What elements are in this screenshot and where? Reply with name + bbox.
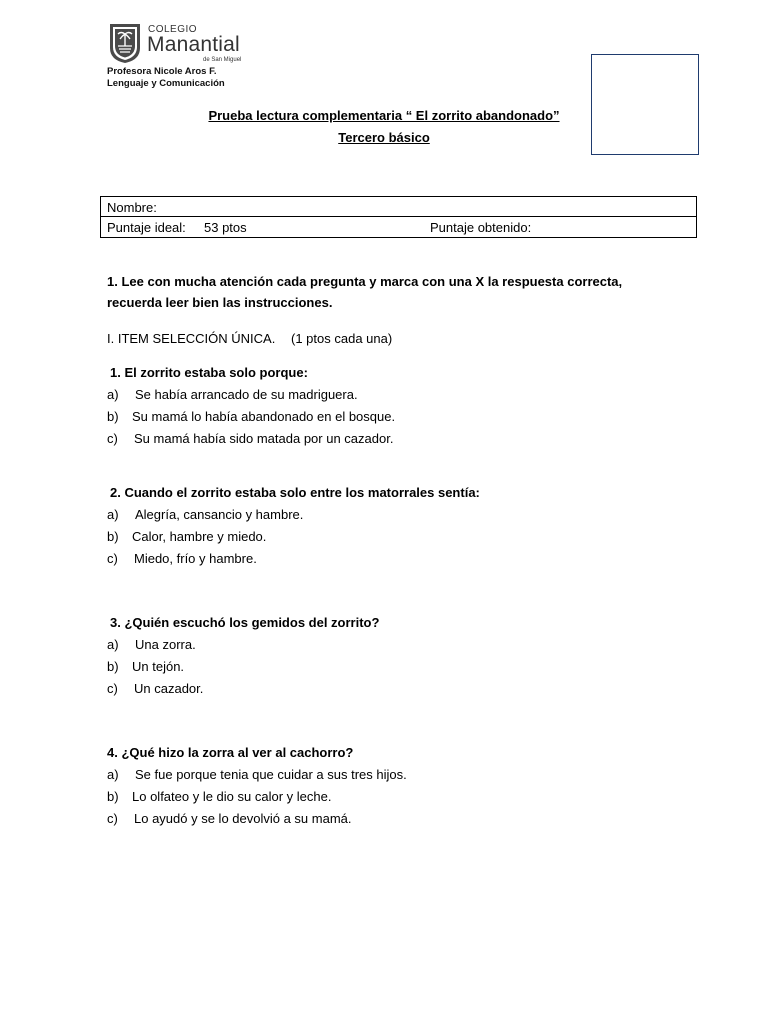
option-text: Un tejón. bbox=[132, 659, 185, 674]
option-text: Lo olfateo y le dio su calor y leche. bbox=[132, 789, 332, 804]
instructions-line-1: 1. Lee con mucha atención cada pregunta y marca con una X la respuesta correcta, bbox=[107, 274, 623, 289]
section-points: (1 ptos cada una) bbox=[291, 331, 393, 346]
obtained-score-label: Puntaje obtenido: bbox=[430, 220, 532, 235]
ideal-score-label: Puntaje ideal: bbox=[107, 220, 186, 235]
option-letter: c) bbox=[107, 551, 118, 566]
option-text: Lo ayudó y se lo devolvió a su mamá. bbox=[134, 811, 352, 826]
option-letter: c) bbox=[107, 681, 118, 696]
page-subtitle: Tercero básico bbox=[338, 130, 430, 145]
option-letter: b) bbox=[107, 409, 119, 424]
ideal-score-value: 53 ptos bbox=[204, 220, 247, 235]
option-text: Se había arrancado de su madriguera. bbox=[135, 387, 358, 402]
option-letter: a) bbox=[107, 767, 119, 782]
option-text: Su mamá lo había abandonado en el bosque. bbox=[132, 409, 396, 424]
option-letter: b) bbox=[107, 659, 119, 674]
name-label: Nombre: bbox=[107, 200, 157, 215]
shield-icon bbox=[108, 22, 142, 64]
name-row bbox=[101, 197, 696, 217]
page-title: Prueba lectura complementaria “ El zorrito abandonado” bbox=[208, 108, 560, 123]
score-row bbox=[101, 217, 696, 237]
section-title: I. ITEM SELECCIÓN ÚNICA. bbox=[107, 331, 276, 346]
question-text: 3. ¿Quién escuchó los gemidos del zorrito? bbox=[110, 615, 380, 630]
option-text: Su mamá había sido matada por un cazador. bbox=[134, 431, 394, 446]
option-text: Alegría, cansancio y hambre. bbox=[135, 507, 304, 522]
instructions-line-2: recuerda leer bien las instrucciones. bbox=[107, 295, 333, 310]
school-logo bbox=[108, 22, 258, 68]
option-letter: b) bbox=[107, 789, 119, 804]
logo-name: Manantial bbox=[147, 33, 240, 56]
question-text: 1. El zorrito estaba solo porque: bbox=[110, 365, 308, 380]
student-info-table bbox=[100, 196, 697, 238]
option-text: Miedo, frío y hambre. bbox=[134, 551, 257, 566]
teacher-info bbox=[107, 66, 225, 90]
option-letter: a) bbox=[107, 387, 119, 402]
option-text: Calor, hambre y miedo. bbox=[132, 529, 267, 544]
option-letter: a) bbox=[107, 507, 119, 522]
option-text: Se fue porque tenia que cuidar a sus tres hijos. bbox=[135, 767, 407, 782]
option-text: Un cazador. bbox=[134, 681, 204, 696]
logo-small-text: COLEGIO bbox=[148, 24, 198, 35]
option-letter: a) bbox=[107, 637, 119, 652]
option-letter: b) bbox=[107, 529, 119, 544]
question-text: 2. Cuando el zorrito estaba solo entre los matorrales sentía: bbox=[110, 485, 480, 500]
option-text: Una zorra. bbox=[135, 637, 196, 652]
option-letter: c) bbox=[107, 431, 118, 446]
question-text: 4. ¿Qué hizo la zorra al ver al cachorro? bbox=[107, 745, 354, 760]
logo-subtitle: de San Miguel bbox=[203, 57, 242, 63]
teacher-name: Profesora Nicole Aros F. bbox=[107, 66, 217, 77]
option-letter: c) bbox=[107, 811, 118, 826]
subject-name: Lenguaje y Comunicación bbox=[107, 78, 225, 89]
